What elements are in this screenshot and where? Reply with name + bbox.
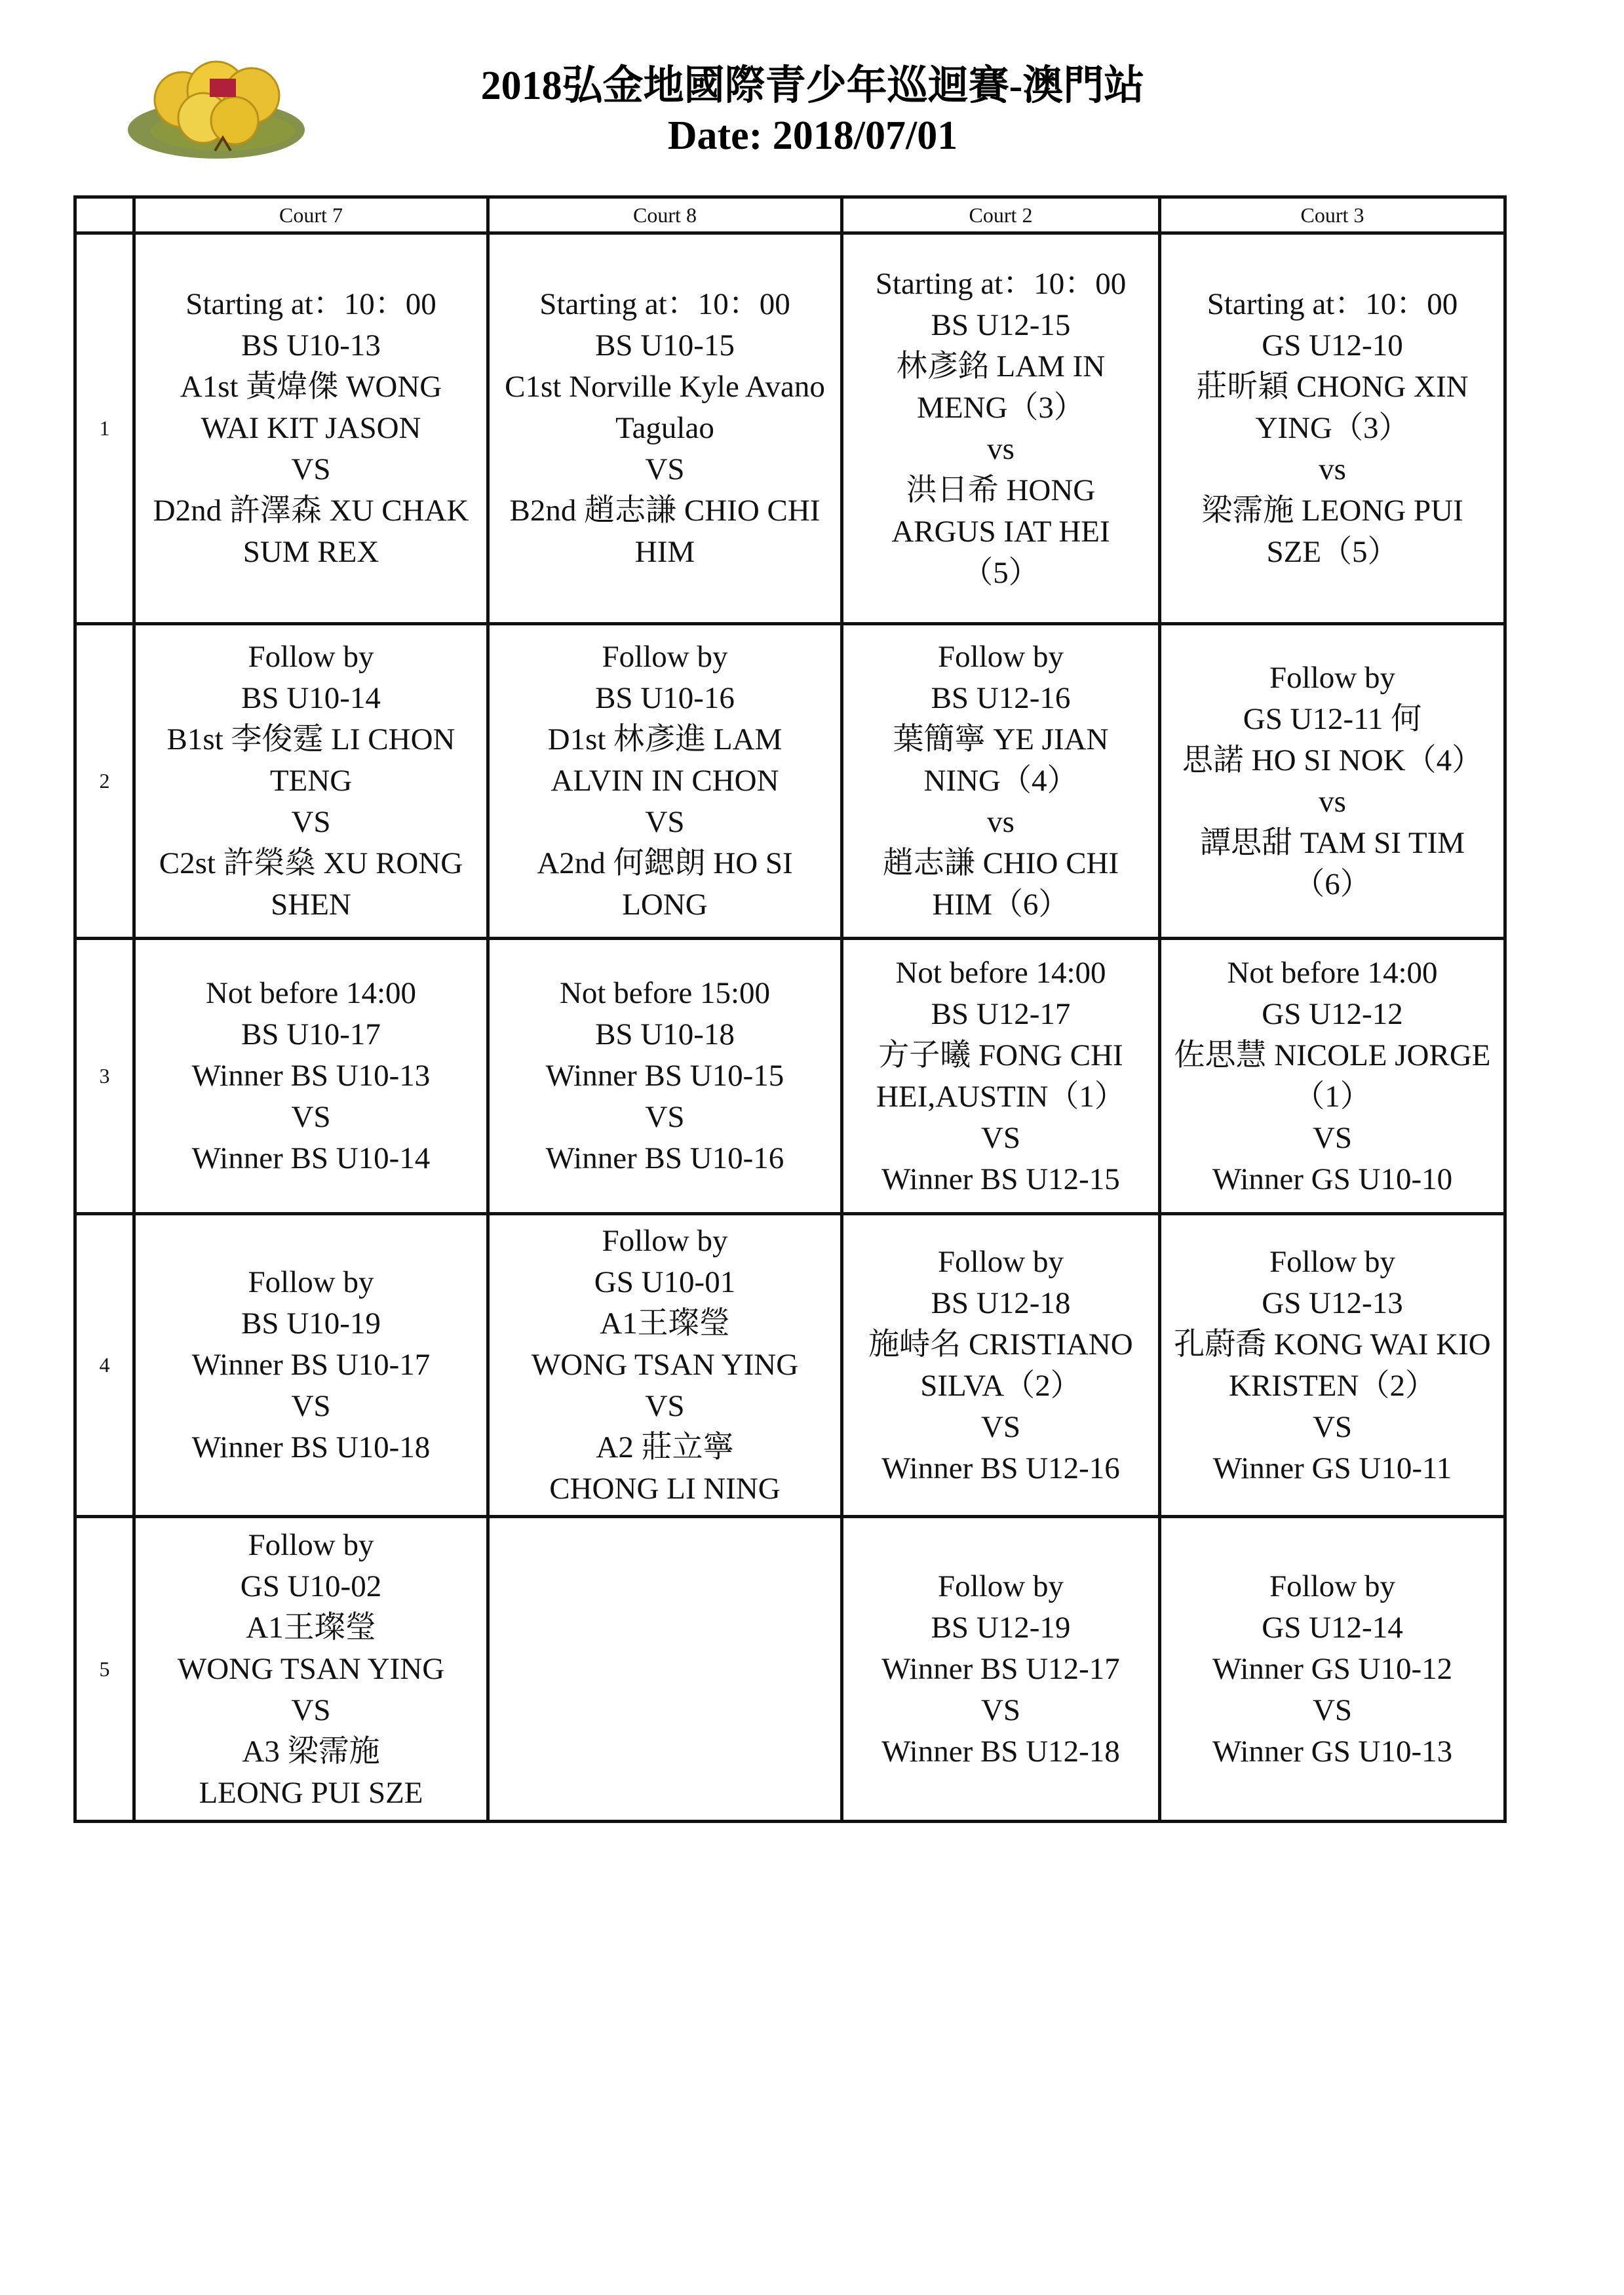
match-cell [842,233,1160,624]
match-line: BS U10-18 [595,1017,735,1051]
match-cell [1160,624,1505,939]
match-line: 思諾 HO SI NOK（4） [1182,743,1483,777]
match-line: BS U10-19 [241,1306,381,1341]
match-line: 洪日希 HONG [906,473,1096,507]
match-line: GS U12-12 [1262,996,1403,1031]
match-line: Not before 15:00 [559,976,771,1010]
match-line: A2nd 何鍶朗 HO SI [537,846,793,880]
match-line: A1王璨瑩 [600,1306,730,1341]
match-line: （6） [1294,867,1371,901]
match-line: Winner BS U12-16 [881,1451,1120,1485]
match-line: LEONG PUI SZE [199,1775,423,1810]
match-line: Follow by [1269,660,1395,695]
match-line: WONG TSAN YING [177,1651,445,1686]
match-line: BS U12-16 [931,681,1071,715]
match-line: 佐思慧 NICOLE JORGE [1174,1038,1491,1072]
header-row [75,197,1505,233]
match-line: BS U12-19 [931,1610,1071,1645]
match-cell [488,939,842,1214]
match-line: VS [645,1389,685,1423]
match-line: Winner GS U10-10 [1212,1162,1453,1196]
match-cell [842,624,1160,939]
match-line: Follow by [938,1569,1064,1603]
match-line: GS U10-02 [240,1569,382,1603]
match-line: SILVA（2） [920,1368,1081,1403]
match-line: VS [291,805,331,839]
match-line: Winner BS U12-15 [881,1162,1120,1196]
match-line: GS U10-01 [594,1265,736,1299]
table-row [75,1517,1505,1822]
match-cell [488,1517,842,1822]
match-line: Follow by [248,640,374,674]
match-line: SUM REX [242,535,379,569]
match-cell [1160,1517,1505,1822]
match-line: B1st 李俊霆 LI CHON [166,722,455,756]
match-line: 孔蔚喬 KONG WAI KIO [1174,1327,1491,1362]
match-line: Winner BS U12-17 [881,1651,1120,1686]
match-line: HIM（6） [932,888,1070,922]
match-line: A3 梁霈施 [242,1734,380,1769]
match-line: VS [645,805,685,839]
match-line: SHEN [271,888,351,922]
match-line: Winner BS U10-16 [545,1141,784,1175]
corner-header [75,197,134,233]
organizer-logo [125,52,315,164]
match-line: D2nd 許澤森 XU CHAK [153,494,469,528]
match-line: 施峙名 CRISTIANO [868,1327,1133,1362]
match-line: BS U10-17 [241,1017,381,1051]
match-line: 趙志謙 CHIO CHI [882,846,1119,880]
match-line: Starting at：10：00 [1207,287,1458,321]
match-line: Not before 14:00 [205,976,417,1010]
match-line: GS U12-11 何 [1243,701,1422,736]
match-line: Follow by [602,1224,728,1258]
match-line: BS U10-15 [595,328,735,363]
row-number: 4 [75,1214,134,1517]
court-header: Court 7 [134,197,488,233]
match-line: 林彥銘 LAM IN [896,349,1106,383]
match-line: Winner BS U10-17 [191,1348,431,1382]
match-line: VS [980,1693,1021,1727]
schedule-table [73,195,1507,1823]
match-line: BS U10-13 [241,328,381,363]
row-number: 3 [75,939,134,1214]
match-line: HIM [634,535,695,569]
court-header: Court 2 [842,197,1160,233]
match-cell [134,1214,488,1517]
match-cell [134,939,488,1214]
match-line: VS [291,1389,331,1423]
court-header: Court 8 [488,197,842,233]
match-line: vs [1319,784,1346,819]
match-line: ARGUS IAT HEI [891,514,1110,549]
match-line: WONG TSAN YING [531,1348,799,1382]
match-line: Winner BS U10-15 [545,1059,784,1093]
match-cell [842,1517,1160,1822]
match-line: WAI KIT JASON [201,411,421,445]
table-row [75,233,1505,624]
match-line: Winner BS U10-13 [191,1059,431,1093]
schedule-date: Date: 2018/07/01 [667,113,958,158]
match-line: A2 莊立寧 [596,1430,734,1464]
match-line: VS [980,1120,1021,1155]
match-line: Follow by [248,1265,374,1299]
match-line: C2st 許榮燊 XU RONG [159,846,463,880]
match-line: VS [291,452,331,486]
match-line: Follow by [938,1244,1064,1279]
match-line: Winner BS U10-18 [191,1430,431,1464]
match-line: Follow by [1269,1244,1395,1279]
match-line: A1王璨瑩 [246,1610,376,1645]
match-cell [842,939,1160,1214]
match-line: HEI,AUSTIN（1） [876,1079,1125,1114]
match-line: SZE（5） [1266,535,1399,569]
match-cell [842,1214,1160,1517]
match-line: 梁霈施 LEONG PUI [1201,494,1463,528]
match-line: vs [987,431,1015,466]
match-cell [134,233,488,624]
match-line: VS [980,1409,1021,1444]
match-line: Follow by [1269,1569,1395,1603]
match-cell [134,1517,488,1822]
match-line: VS [291,1693,331,1727]
match-line: 譚思甜 TAM SI TIM [1199,825,1465,860]
match-line: BS U10-14 [241,681,381,715]
match-line: GS U12-14 [1262,1610,1403,1645]
match-line: TENG [269,764,353,798]
court-header: Court 3 [1160,197,1505,233]
match-line: Not before 14:00 [1227,955,1438,990]
table-row [75,624,1505,939]
match-line: YING（3） [1255,411,1410,445]
match-line: 莊昕穎 CHONG XIN [1196,370,1469,404]
match-line: GS U12-10 [1262,328,1403,363]
row-number: 5 [75,1517,134,1822]
match-cell [134,624,488,939]
row-number: 2 [75,624,134,939]
match-line: Follow by [938,640,1064,674]
match-line: VS [291,1100,331,1134]
match-line: LONG [622,888,708,922]
table-row [75,939,1505,1214]
match-line: 葉簡寧 YE JIAN [893,722,1109,756]
match-line: Starting at：10：00 [185,287,436,321]
match-line: BS U12-15 [931,307,1071,342]
match-cell [488,233,842,624]
match-cell [1160,939,1505,1214]
match-line: C1st Norville Kyle Avano [505,370,825,404]
match-line: VS [1312,1693,1353,1727]
match-line: Follow by [602,640,728,674]
match-line: GS U12-13 [1262,1285,1403,1320]
match-line: B2nd 趙志謙 CHIO CHI [509,494,821,528]
match-line: Winner BS U10-14 [191,1141,431,1175]
match-line: VS [1312,1120,1353,1155]
match-line: BS U10-16 [595,681,735,715]
match-line: VS [1312,1409,1353,1444]
match-line: 方子曦 FONG CHI [878,1038,1123,1072]
match-line: Follow by [248,1527,374,1562]
match-line: Winner GS U10-11 [1212,1451,1452,1485]
match-line: BS U12-18 [931,1285,1071,1320]
match-line: ALVIN IN CHON [551,764,779,798]
match-cell [1160,1214,1505,1517]
match-line: KRISTEN（2） [1229,1368,1436,1403]
page-title: 2018弘金地國際青少年巡迴賽-澳門站 [480,64,1145,108]
match-line: NING（4） [923,764,1078,798]
match-line: Winner BS U12-18 [881,1734,1120,1769]
table-row [75,1214,1505,1517]
match-line: （1） [1294,1079,1371,1114]
match-line: Starting at：10：00 [539,287,790,321]
match-line: vs [987,805,1015,839]
match-line: Winner GS U10-13 [1212,1734,1453,1769]
match-line: Not before 14:00 [895,955,1106,990]
match-line: Winner GS U10-12 [1212,1651,1453,1686]
match-line: VS [645,452,685,486]
match-cell [488,624,842,939]
match-line: Starting at：10：00 [875,266,1127,301]
match-line: Tagulao [615,411,714,445]
match-line: vs [1319,452,1346,486]
match-line: （5） [962,555,1039,590]
match-line: A1st 黃煒傑 WONG [180,370,442,404]
match-line: CHONG LI NING [549,1472,781,1506]
match-line: BS U12-17 [931,996,1071,1031]
match-line: D1st 林彥進 LAM [547,722,783,756]
row-number: 1 [75,233,134,624]
match-cell [488,1214,842,1517]
match-cell [1160,233,1505,624]
match-line: VS [645,1100,685,1134]
match-line: MENG（3） [917,390,1085,425]
